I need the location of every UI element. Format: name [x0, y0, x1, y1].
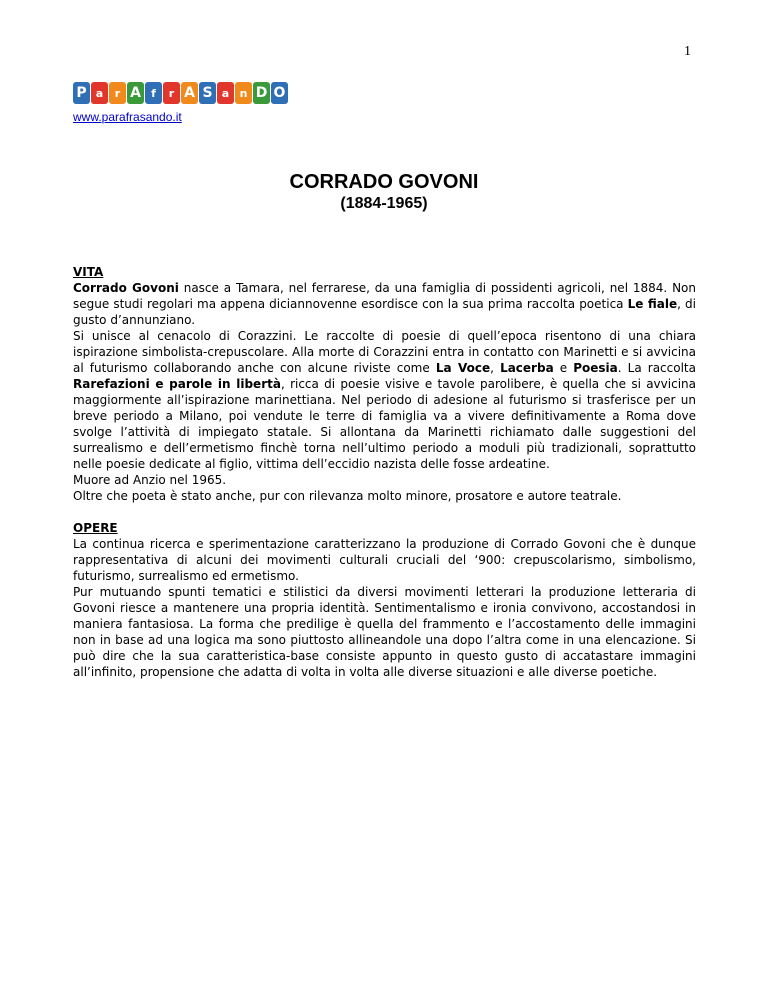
logo-letter-tile: r — [109, 82, 126, 104]
title-block — [0, 170, 768, 214]
logo-letter-tile: a — [217, 82, 234, 104]
bold-author-name: Corrado Govoni — [73, 281, 179, 295]
bold-journal-title: Lacerba — [500, 361, 554, 375]
document-title: CORRADO GOVONI — [289, 171, 479, 193]
vita-paragraph-2 — [73, 328, 696, 472]
parafrasando-logo — [73, 82, 288, 104]
vita-paragraph-3: Muore ad Anzio nel 1965. — [73, 473, 227, 487]
logo-letter-tile: D — [253, 82, 270, 104]
document-years: (1884-1965) — [340, 195, 428, 212]
logo-letter-tile: A — [181, 82, 198, 104]
text-span: , — [490, 361, 501, 375]
bold-work-title: Le fiale — [627, 297, 678, 311]
section-spacer — [73, 504, 696, 520]
website-link[interactable]: www.parafrasando.it — [73, 110, 182, 124]
logo-letter-tile: a — [91, 82, 108, 104]
bold-work-title: Rarefazioni e parole in libertà — [73, 377, 281, 391]
text-span: nasce a Tamara, nel ferrarese, da una famiglia di possidenti agricoli, nel 1884. Non segue studi regolari ma appena diciannovenne esordisce con la sua prima raccolta poetica — [73, 281, 696, 311]
text-span: Si unisce al cenacolo di Corazzini. Le raccolte di poesie di quell’epoca risentono di una chiara ispirazione simbolista-crepuscolare. Alla morte di Corazzini entra in contatto con Marinetti e si avvicina al futurismo collaborando anche con alcune riviste come — [73, 329, 696, 375]
logo-letter-tile: P — [73, 82, 90, 104]
vita-paragraph-1 — [73, 280, 696, 328]
opere-paragraph-2: Pur mutuando spunti tematici e stilistici da diversi movimenti letterari la produzione letteraria di Govoni riesce a mantenere una propria identità. Sentimentalismo e ironia convivono, accostandosi in maniera fantasiosa. La forma che predilige è quella del frammento e l’accostamento delle immagini non in base ad una logica ma sono piuttosto allineandole una dopo l’altra come in una elencazione. Si può dire che la sua caratteristica-base consiste appunto in questo gusto di accatastare immagini all’infinito, propensione che adatta di volta in volta alle diverse situazioni e alle diverse poetiche. — [73, 585, 696, 679]
text-span: e — [553, 361, 574, 375]
document-body — [73, 264, 696, 680]
logo-letter-tile: S — [199, 82, 216, 104]
text-span: . La raccolta — [617, 361, 696, 375]
opere-paragraph-1: La continua ricerca e sperimentazione caratterizzano la produzione di Corrado Govoni che è dunque rappresentativa di alcuni dei movimenti culturali cruciali del ‘900: crepuscolarismo, simbolismo, futurismo, surrealismo ed ermetismo. — [73, 537, 696, 583]
logo-letter-tile: O — [271, 82, 288, 104]
page-number: 1 — [684, 44, 691, 59]
section-heading-vita: VITA — [73, 265, 104, 279]
logo-letter-tile: f — [145, 82, 162, 104]
logo-letter-tile: A — [127, 82, 144, 104]
logo-letter-tile: r — [163, 82, 180, 104]
section-heading-opere: OPERE — [73, 521, 118, 535]
logo-letter-tile: n — [235, 82, 252, 104]
text-span: , ricca di poesie visive e tavole parolibere, è quella che si avvicina maggiormente all’ispirazione marinettiana. Nel periodo di adesione al futurismo si trasferisce per un breve periodo a Milano, poi vendute le terre di famiglia va a vivere definitivamente a Roma dove svolge l’attività di impiegato statale. Si allontana da Marinetti richiamato dalle suggestioni del surrealismo e dell’ermetismo finchè torna nell’ultimo periodo a moduli più tradizionali, soprattutto nelle poesie dedicate al figlio, vittima dell’eccidio nazista delle fosse ardeatine. — [73, 377, 696, 471]
vita-paragraph-4: Oltre che poeta è stato anche, pur con rilevanza molto minore, prosatore e autore teatrale. — [73, 489, 622, 503]
bold-journal-title: Poesia — [573, 361, 618, 375]
text-span: , di gusto d’annunziano. — [73, 297, 696, 327]
bold-journal-title: La Voce — [435, 361, 491, 375]
